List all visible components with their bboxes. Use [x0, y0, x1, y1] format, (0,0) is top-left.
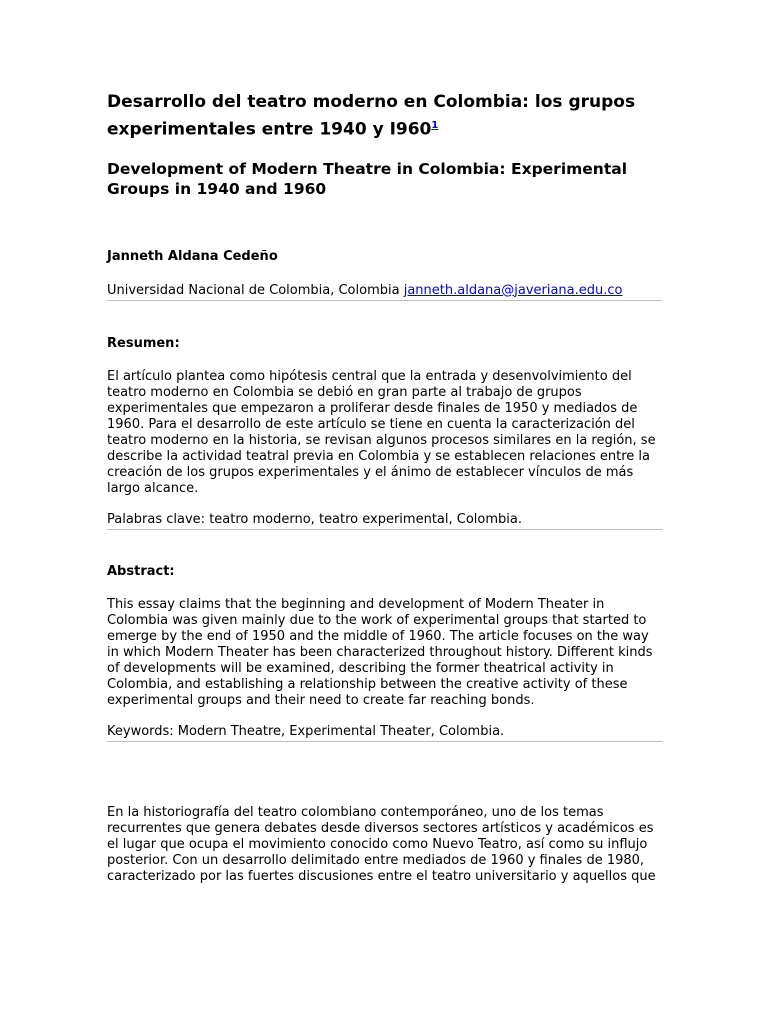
- abstract-heading: Abstract:: [107, 563, 175, 579]
- title-spanish: [107, 91, 662, 141]
- article-page: [107, 91, 662, 885]
- abstract-text: This essay claims that the beginning and development of Modern Theater in Colombia was given mainly due to the work of experimental groups that started to emerge by the end of 1950 and the middle of 1960. The article focuses on the way in which Modern Theater has been characterized throughout history. Different kinds of developments will be examined, describing the former theatrical activity in Colombia, and establishing a relationship between the creative activity of these experimental groups and their need to create far reaching bonds.: [107, 596, 653, 708]
- section-divider: [107, 300, 662, 301]
- section-divider: [107, 741, 662, 742]
- body-paragraph: En la historiografía del teatro colombiano contemporáneo, uno de los temas recurrentes que genera debates desde diversos sectores artísticos y académicos es el lugar que ocupa el movimiento conocido como Nuevo Teatro, así como su influjo posterior. Con un desarrollo delimitado entre mediados de 1960 y finales de 1980, caracterizado por las fuertes discusiones entre el teatro universitario y aquellos que: [107, 804, 656, 884]
- footnote-link[interactable]: 1: [431, 120, 439, 131]
- title-footnote-ref: [431, 116, 438, 132]
- affiliation-text: Universidad Nacional de Colombia, Colombia: [107, 282, 400, 298]
- resumen-keywords: Palabras clave: teatro moderno, teatro experimental, Colombia.: [107, 511, 522, 527]
- title-spanish-text: Desarrollo del teatro moderno en Colombia: los grupos experimentales entre 1940 y I960: [107, 92, 636, 140]
- author-name: Janneth Aldana Cedeño: [107, 248, 278, 264]
- resumen-heading: Resumen:: [107, 335, 180, 351]
- author-affiliation: [107, 282, 662, 300]
- title-english: Development of Modern Theatre in Colombia: Experimental Groups in 1940 and 1960: [107, 159, 628, 198]
- section-divider: [107, 529, 662, 530]
- abstract-keywords: Keywords: Modern Theatre, Experimental Theater, Colombia.: [107, 723, 505, 739]
- author-email-link[interactable]: janneth.aldana@javeriana.edu.co: [403, 282, 623, 298]
- resumen-text: El artículo plantea como hipótesis central que la entrada y desenvolvimiento del teatro moderno en Colombia se debió en gran parte al trabajo de grupos experimentales que empezaron a proliferar desde finales de 1950 y mediados de 1960. Para el desarrollo de este artículo se tiene en cuenta la caracterización del teatro moderno en la historia, se revisan algunos procesos similares en la región, se describe la actividad teatral previa en Colombia y se establecen relaciones entre la creación de los grupos experimentales y el ánimo de establecer vínculos de más largo alcance.: [107, 368, 656, 496]
